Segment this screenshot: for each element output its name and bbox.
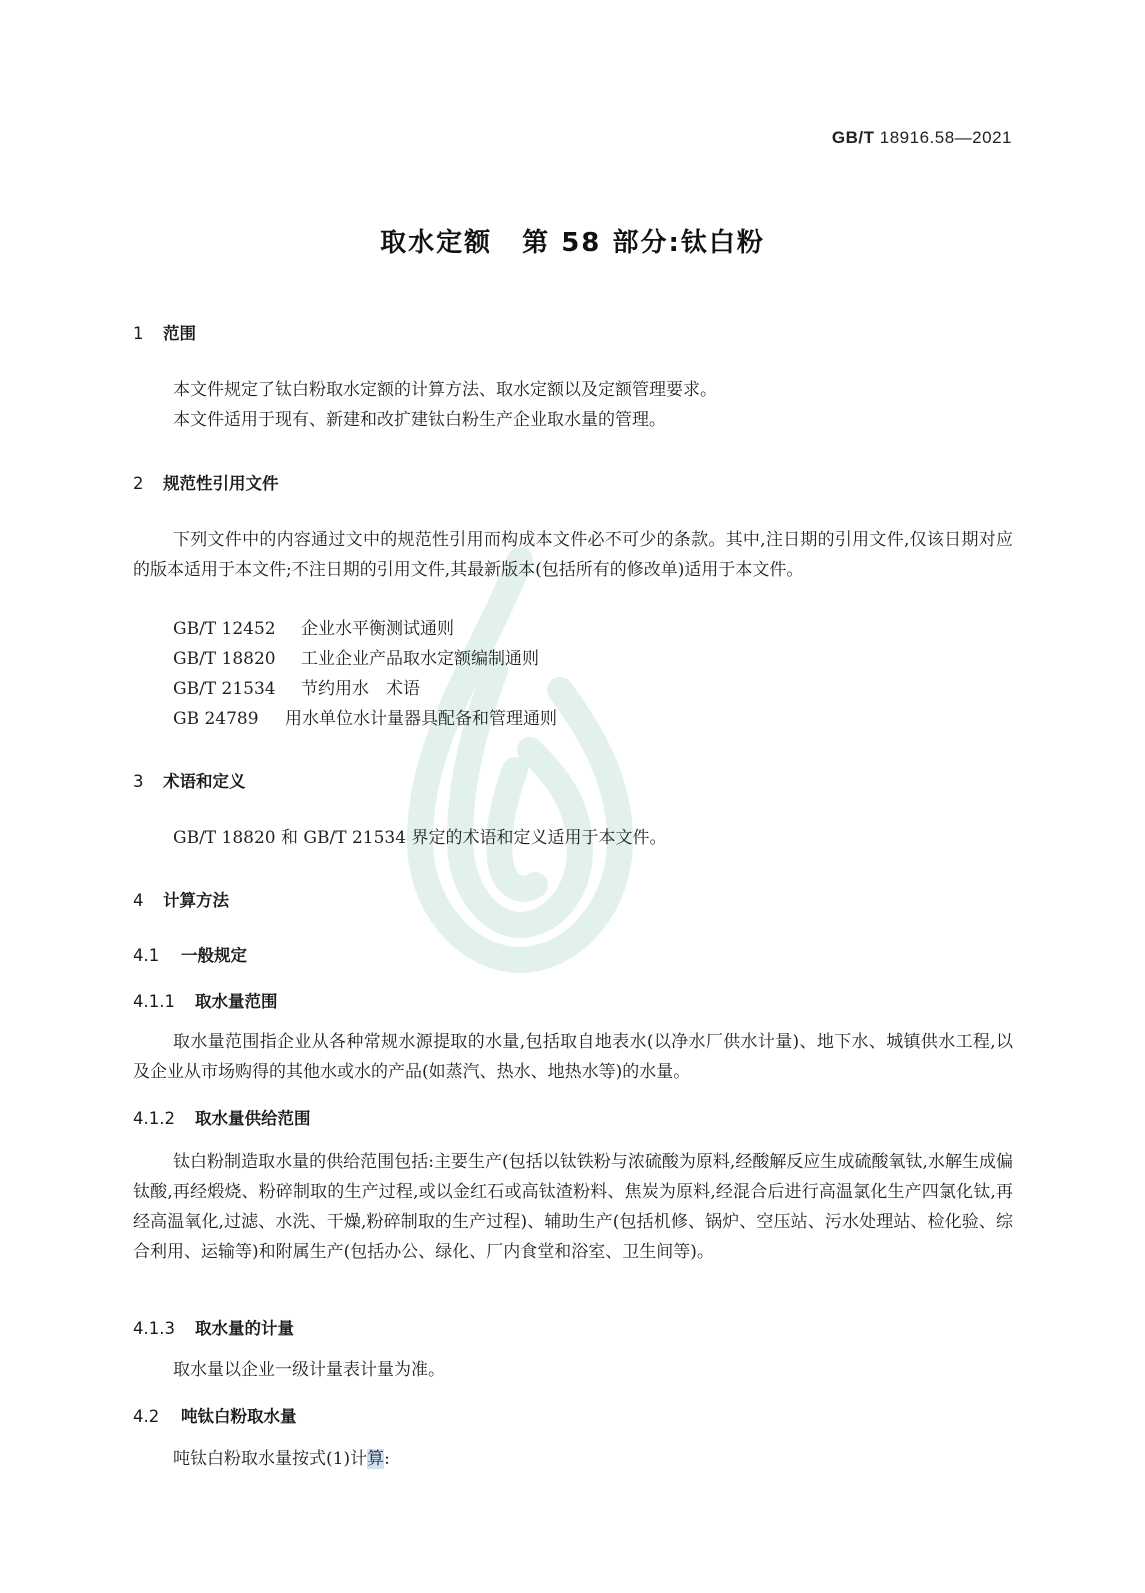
section-number: 4 — [133, 891, 144, 910]
paragraph: 下列文件中的内容通过文中的规范性引用而构成本文件必不可少的条款。其中,注日期的引用文件,仅该日期对应的版本适用于本文件;不注日期的引用文件,其最新版本(包括所有的修改单)适用于本文件。 — [133, 530, 1013, 580]
reference-code: GB/T 21534 — [173, 679, 276, 699]
section-number: 4.1.2 — [133, 1109, 175, 1128]
section-4-1-heading — [133, 942, 247, 966]
section-number: 4.1.1 — [133, 992, 175, 1011]
document-title — [0, 222, 1145, 259]
section-title: 吨钛白粉取水量 — [181, 1407, 297, 1426]
paragraph: GB/T 18820 和 GB/T 21534 界定的术语和定义适用于本文件。 — [173, 828, 667, 848]
highlighted-text: 算 — [367, 1449, 385, 1469]
paragraph: 取水量以企业一级计量表计量为准。 — [173, 1360, 445, 1380]
reference-item — [173, 614, 454, 644]
section-title: 一般规定 — [181, 946, 247, 965]
standard-prefix: GB/T — [831, 128, 875, 147]
section-title: 取水量范围 — [195, 992, 278, 1011]
paragraph: 本文件规定了钛白粉取水定额的计算方法、取水定额以及定额管理要求。 — [173, 380, 717, 400]
reference-name: 工业企业产品取水定额编制通则 — [301, 649, 539, 669]
title-part2: 第 58 部分:钛白粉 — [522, 228, 765, 258]
reference-item — [173, 704, 557, 734]
reference-item — [173, 674, 420, 704]
section-number: 1 — [133, 324, 144, 343]
reference-item — [173, 644, 539, 674]
reference-name: 企业水平衡测试通则 — [301, 619, 454, 639]
reference-code: GB/T 12452 — [173, 619, 276, 639]
paragraph-end: : — [384, 1449, 390, 1469]
reference-code: GB 24789 — [173, 709, 259, 729]
section-4-1-2-heading — [133, 1105, 311, 1129]
section-title: 规范性引用文件 — [163, 474, 279, 493]
section-number: 2 — [133, 474, 144, 493]
section-4-2-heading — [133, 1403, 297, 1427]
paragraph — [173, 1444, 390, 1474]
section-title: 计算方法 — [163, 891, 229, 910]
section-title: 取水量的计量 — [195, 1319, 294, 1338]
water-drop-watermark-icon — [400, 540, 640, 980]
standard-code: 18916.58—2021 — [879, 128, 1012, 147]
section-title: 取水量供给范围 — [195, 1109, 311, 1128]
section-4-heading — [133, 887, 229, 911]
section-2-heading — [133, 470, 279, 494]
section-number: 4.1 — [133, 946, 160, 965]
reference-name: 节约用水 术语 — [301, 679, 420, 699]
section-3-heading — [133, 768, 246, 792]
section-1-heading — [133, 320, 196, 344]
title-part1: 取水定额 — [380, 228, 493, 258]
paragraph: 取水量范围指企业从各种常规水源提取的水量,包括取自地表水(以净水厂供水计量)、地下水、城镇供水工程,以及企业从市场购得的其他水或水的产品(如蒸汽、热水、地热水等)的水量。 — [133, 1032, 1013, 1082]
section-title: 术语和定义 — [163, 772, 246, 791]
section-number: 3 — [133, 772, 144, 791]
section-title: 范围 — [163, 324, 196, 343]
reference-name: 用水单位水计量器具配备和管理通则 — [285, 709, 557, 729]
section-4-1-3-heading — [133, 1315, 294, 1339]
paragraph: 本文件适用于现有、新建和改扩建钛白粉生产企业取水量的管理。 — [173, 410, 666, 430]
paragraph: 钛白粉制造取水量的供给范围包括:主要生产(包括以钛铁粉与浓硫酸为原料,经酸解反应生成硫酸氧钛,水解生成偏钛酸,再经煅烧、粉碎制取的生产过程,或以金红石或高钛渣粉料、焦炭为原料,经混合后进行高温氯化生产四氯化钛,再经高温氧化,过滤、水洗、干燥,粉碎制取的生产过程)、辅助生产(包括机修、锅炉、空压站、污水处理站、检化验、综合利用、运输等)和附属生产(包括办公、绿化、厂内食堂和浴室、卫生间等)。 — [133, 1152, 1013, 1262]
paragraph-text: 吨钛白粉取水量按式(1)计 — [173, 1449, 368, 1469]
section-number: 4.2 — [133, 1407, 160, 1426]
section-4-1-1-heading — [133, 988, 278, 1012]
section-number: 4.1.3 — [133, 1319, 175, 1338]
reference-code: GB/T 18820 — [173, 649, 276, 669]
standard-number — [832, 128, 1012, 148]
